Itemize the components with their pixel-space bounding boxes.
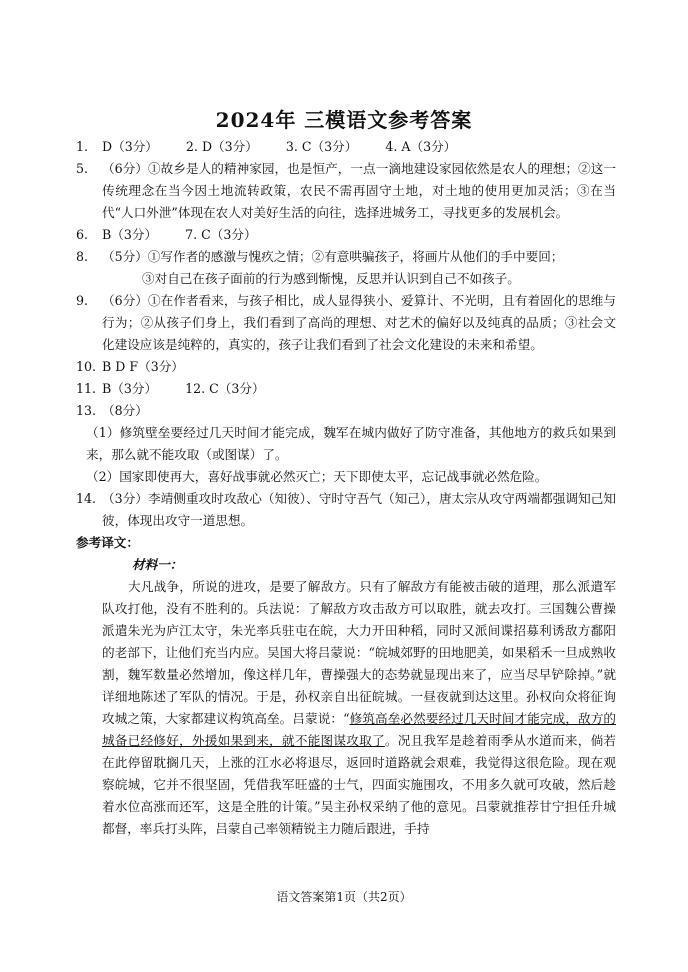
answer-text: A（3分） <box>401 139 457 154</box>
answer-number: 12. <box>185 381 206 396</box>
answer-number: 14. <box>76 491 97 506</box>
answer-text: （6分）①在作者看来，与孩子相比，成人显得狭小、爱算计、不光明，且有着固化的思维与行为；②从孩子们身上，我们看到了高尚的理想、对艺术的偏好以及纯真的品质；③社会文化建设应该是纯粹的，真实的，孩子让我们看到了社会文化建设的未来和希望。 <box>102 293 616 352</box>
answer-13-sub-2: （2）国家即使再大，喜好战事就必然灭亡；天下即使太平，忘记战事就必然危险。 <box>86 469 548 484</box>
answer-item-14 <box>76 488 616 532</box>
material-title: 材料一： <box>132 557 183 572</box>
answer-item-13 <box>76 400 616 422</box>
answer-text: （6分）①故乡是人的精神家园，也是恒产，一点一滴地建设家园依然是农人的理想；②这一传统理念在当今因土地流转政策，农民不需再固守土地，对土地的使用更加灵活；③在当代“人口外泄”体现在农人对美好生活的向往，选择进城务工，寻找更多的发展机会。 <box>102 161 616 220</box>
answer-text: （8分） <box>102 403 148 418</box>
answer-text: B（3分） <box>102 227 158 242</box>
answer-13-sub-1: （1）修筑壁垒要经过几天时间才能完成，魏军在城内做好了防守准备，其他地方的救兵如果到来，那么就不能攻取（或图谋）了。 <box>86 425 616 462</box>
answer-row-11-12 <box>76 378 616 400</box>
answer-item-10 <box>76 356 616 378</box>
translation-paragraph <box>76 576 616 840</box>
underlined-translation: 修筑高垒必然要经过几天时间才能完成，敌方的城备已经修好，外援如果到来，就不能图谋攻取了 <box>102 711 616 748</box>
answer-number: 3. <box>285 139 298 154</box>
answer-line: ③对自己在孩子面前的行为感到惭愧，反思并认识到自己不如孩子。 <box>142 271 520 286</box>
answer-number: 2. <box>185 139 198 154</box>
answer-text: B（3分） <box>102 381 158 396</box>
answer-item-8 <box>76 246 616 290</box>
answer-text: C（3分） <box>209 381 265 396</box>
answer-number: 8. <box>76 249 89 264</box>
reference-heading: 参考译文： <box>76 535 139 550</box>
answer-number: 6. <box>76 227 89 242</box>
translation-text-rest: 。况且我军是趁着雨季从水道而来，倘若在此停留耽搁几天，上涨的江水必将退尽，返回时道路就会艰难，我觉得这很危险。现在观察皖城，它并不很坚固，凭借我军旺盛的士气，四面实施围攻，不用多久就可攻破，然后趁着水位高涨而还军，这是全胜的计策。”吴主孙权采纳了他的意见。吕蒙就推荐甘宁担任升城都督，率兵打头阵，吕蒙自己率领精锐主力随后跟进，手持 <box>102 733 617 836</box>
answer-number: 11. <box>76 381 97 396</box>
answer-item-5 <box>76 158 616 224</box>
answer-text: C（3分） <box>201 227 257 242</box>
page-footer: 语文答案第1页（共2页） <box>276 890 412 904</box>
answer-number: 13. <box>76 403 97 418</box>
answer-text: B D F（3分） <box>102 359 184 374</box>
answer-number: 9. <box>76 293 89 308</box>
answer-number: 5. <box>76 161 89 176</box>
answer-row-1-4 <box>76 136 616 158</box>
page-title: 2024年 三模语文参考答案 <box>215 108 473 132</box>
answer-text: D（3分） <box>201 139 258 154</box>
answer-number: 4. <box>385 139 398 154</box>
answer-text: （3分）李靖侧重攻时攻敌心（知彼）、守时守吾气（知己），唐太宗从攻守两端都强调知己知彼，体现出攻守一道思想。 <box>102 491 616 528</box>
answer-text: D（3分） <box>102 139 158 154</box>
answer-text <box>102 246 616 290</box>
answer-text: C（3分） <box>301 139 358 154</box>
answer-content <box>76 136 616 840</box>
answer-number: 10. <box>76 359 97 374</box>
answer-row-6-7 <box>76 224 616 246</box>
answer-number: 1. <box>76 139 89 154</box>
answer-item-9 <box>76 290 616 356</box>
answer-line: （5分）①写作者的感激与愧疚之情；②有意哄骗孩子，将画片从他们的手中要回； <box>102 249 564 264</box>
answer-number: 7. <box>185 227 198 242</box>
translation-text: 大凡战争，所说的进攻，是要了解敌方。只有了解敌方有能被击破的道理，那么派遣军队攻打他，没有不胜利的。兵法说：了解敌方攻击敌方可以取胜，就去攻打。三国魏公曹操派遣朱光为庐江太守，朱光率兵驻屯在皖，大力开田种稻，同时又派间谍招募利诱敌方鄱阳的老部下，让他们充当内应。吴国大将吕蒙说：“皖城郊野的田地肥美，如果稻禾一旦成熟收割，魏军数量必然增加，像这样几年，曹操强大的态势就显现出来了，应当尽早铲除掉。”就详细地陈述了军队的情况。于是，孙权亲自出征皖城。一昼夜就到达这里。孙权向众将征询攻城之策，大家都建议构筑高垒。吕蒙说：“ <box>102 579 616 726</box>
